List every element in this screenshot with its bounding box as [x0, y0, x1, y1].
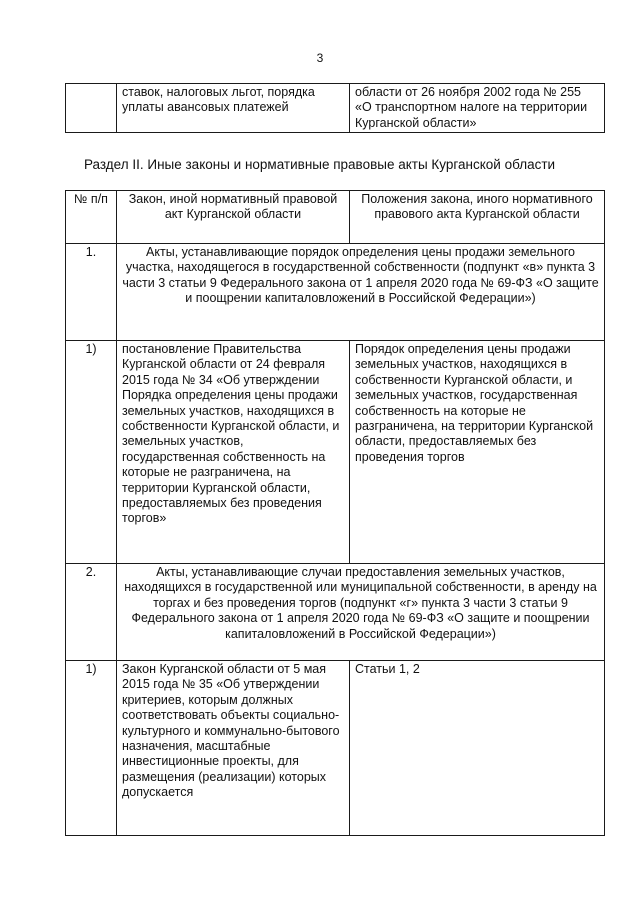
item-row	[66, 341, 605, 564]
item-num: 1)	[66, 341, 117, 564]
header-num: № п/п	[66, 191, 117, 244]
group-row	[66, 244, 605, 341]
item-act: постановление Правительства Курганской области от 24 февраля 2015 года № 34 «Об утверждении Порядка определения цены продажи земельных участков, находящихся в собственности Курганской области, и земельных участков, государственная собственность на которые не разграничена, на территории Курганской области, предоставляемых без проведения торгов»	[117, 341, 350, 564]
item-provision: Статьи 1, 2	[350, 661, 605, 836]
item-provision: Порядок определения цены продажи земельных участков, находящихся в собственности Курганской области, и земельных участков, государственная собственность на которые не разграничена, на территории Курганской области, предоставляемых без проведения торгов	[350, 341, 605, 564]
table-cell-provision: области от 26 ноября 2002 года № 255 «О транспортном налоге на территории Курганской области»	[350, 84, 605, 133]
item-num: 1)	[66, 661, 117, 836]
item-row	[66, 661, 605, 836]
table-cell-num	[66, 84, 117, 133]
group-text: Акты, устанавливающие порядок определения цены продажи земельного участка, находящегося в государственной собственности (подпункт «в» пункта 3 части 3 статьи 9 Федерального закона от 1 апреля 2020 года № 69-ФЗ «О защите и поощрении капиталовложений в Российской Федерации»)	[117, 244, 605, 341]
header-provision: Положения закона, иного нормативного правового акта Курганской области	[350, 191, 605, 244]
table-cell-act: ставок, налоговых льгот, порядка уплаты авансовых платежей	[117, 84, 350, 133]
main-table	[65, 190, 605, 836]
header-act: Закон, иной нормативный правовой акт Курганской области	[117, 191, 350, 244]
table-row	[66, 84, 605, 133]
group-text: Акты, устанавливающие случаи предоставления земельных участков, находящихся в государственной или муниципальной собственности, в аренду на торгах и без проведения торгов (подпункт «г» пункта 3 части 3 статьи 9 Федерального закона от 1 апреля 2020 года № 69-ФЗ «О защите и поощрении капиталовложений в Российской Федерации»)	[117, 564, 605, 661]
group-row	[66, 564, 605, 661]
top-table-continuation	[65, 83, 605, 133]
page-number: 3	[316, 51, 324, 65]
table-header-row	[66, 191, 605, 244]
group-num: 1.	[66, 244, 117, 341]
group-num: 2.	[66, 564, 117, 661]
item-act: Закон Курганской области от 5 мая 2015 года № 35 «Об утверждении критериев, которым должных соответствовать объекты социально-культурного и коммунально-бытового назначения, масштабные инвестиционные проекты, для размещения (реализации) которых допускается	[117, 661, 350, 836]
section-heading: Раздел II. Иные законы и нормативные правовые акты Курганской области	[84, 157, 556, 172]
